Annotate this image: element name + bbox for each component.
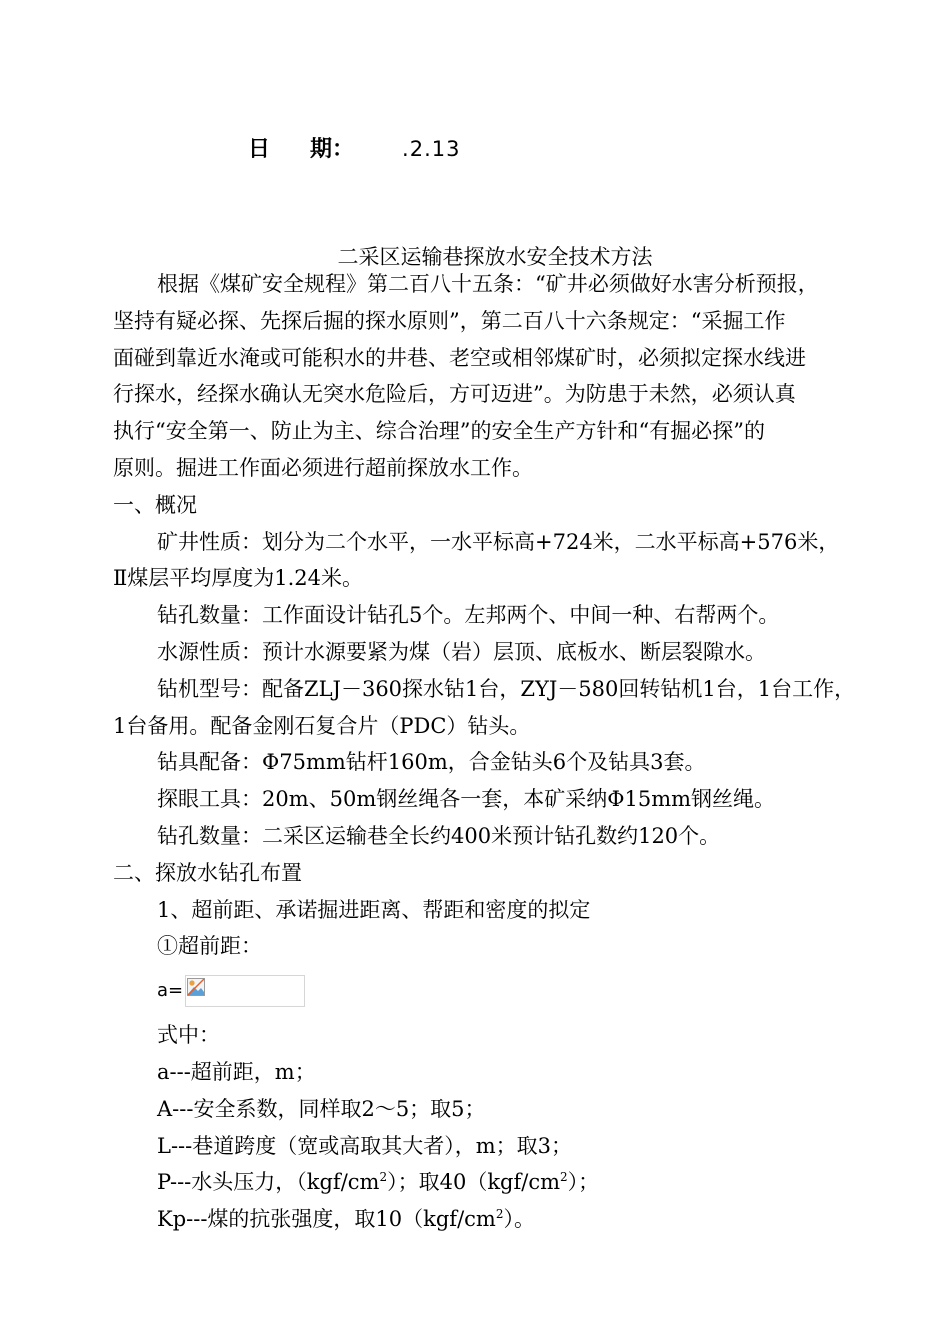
def-P-part3: ）； bbox=[567, 1170, 600, 1195]
formula-prefix: a= bbox=[157, 979, 184, 1001]
def-A: A---安全系数，同样取2～5；取5； bbox=[157, 1096, 486, 1121]
intro-line-4: 行探水，经探水确认无突水危险后，方可迈进”。为防患于未然，必须认真 bbox=[113, 382, 796, 407]
document-body bbox=[113, 266, 863, 1238]
def-L: L---巷道跨度（宽或高取其大者），m；取3； bbox=[157, 1133, 573, 1158]
date-value: .2.13 bbox=[402, 137, 461, 161]
intro-line-3: 面碰到靠近水淹或可能积水的井巷、老空或相邻煤矿时，必须拟定探水线进 bbox=[113, 345, 806, 370]
s1-hole-count: 钻孔数量：二采区运输巷全长约400米预计钻孔数约120个。 bbox=[157, 823, 721, 848]
date-label-period: 期： bbox=[310, 137, 355, 162]
formula-image-placeholder bbox=[185, 975, 305, 1007]
intro-line-1: 根据《煤矿安全规程》第二百八十五条：“矿井必须做好水害分析预报， bbox=[157, 272, 819, 296]
date-line bbox=[248, 134, 460, 164]
where-label: 式中： bbox=[157, 1023, 220, 1048]
s1-drill-count: 钻孔数量：工作面设计钻孔5个。左邦两个、中间一种、右帮两个。 bbox=[157, 603, 780, 628]
s2-subheading: 1、超前距、承诺掘进距离、帮距和密度的拟定 bbox=[157, 897, 591, 922]
section-1-heading: 一、概况 bbox=[113, 492, 197, 517]
s1-seam-thickness: Ⅱ煤层平均厚度为1.24米。 bbox=[113, 566, 364, 591]
s1-drill-model: 钻机型号：配备ZLJ－360探水钻1台，ZYJ－580回转钻机1台，1台工作， bbox=[157, 676, 856, 701]
formula-row bbox=[113, 965, 863, 1017]
date-label-day: 日 bbox=[248, 137, 271, 162]
def-Kp-part1: Kp---煤的抗张强度，取10（kgf/cm bbox=[157, 1207, 496, 1232]
def-Kp bbox=[113, 1201, 863, 1238]
def-Kp-part2: ）。 bbox=[503, 1207, 535, 1232]
intro-line-6: 原则。掘进工作面必须进行超前探放水工作。 bbox=[113, 455, 533, 480]
document-title: 二采区运输巷探放水安全技术方法 bbox=[337, 245, 653, 269]
def-P-part2: ）；取40（kgf/cm bbox=[387, 1170, 561, 1195]
intro-line-5: 执行“安全第一、防止为主、综合治理”的安全生产方针和“有掘必探”的 bbox=[113, 419, 765, 444]
def-P-sup1: 2 bbox=[379, 1170, 388, 1185]
intro-line-2: 坚持有疑必探、先探后掘的探水原则”，第二百八十六条规定：“采掘工作 bbox=[113, 308, 786, 333]
s1-water-source: 水源性质：预计水源要紧为煤（岩）层顶、底板水、断层裂隙水。 bbox=[157, 639, 766, 664]
s1-probe-tools: 探眼工具：20m、50m钢丝绳各一套，本矿采纳Φ15mm钢丝绳。 bbox=[157, 787, 776, 812]
s1-mine-nature: 矿井性质：划分为二个水平，一水平标高+724米，二水平标高+576米， bbox=[157, 529, 840, 554]
def-P-sup2: 2 bbox=[560, 1170, 568, 1185]
section-2-heading: 二、探放水钻孔布置 bbox=[113, 860, 302, 885]
broken-image-icon bbox=[187, 978, 205, 996]
def-Kp-sup: 2 bbox=[495, 1207, 504, 1222]
s2-advance-distance: ①超前距： bbox=[157, 934, 262, 959]
def-P bbox=[113, 1164, 863, 1201]
s1-drill-model-cont: 1台备用。配备金刚石复合片（PDC）钻头。 bbox=[113, 713, 531, 738]
def-a: a---超前距，m； bbox=[157, 1059, 316, 1084]
s1-drill-tools: 钻具配备：Φ75mm钻杆160m，合金钻头6个及钻具3套。 bbox=[157, 750, 706, 775]
def-P-part1: P---水头压力，（kgf/cm bbox=[157, 1170, 380, 1195]
